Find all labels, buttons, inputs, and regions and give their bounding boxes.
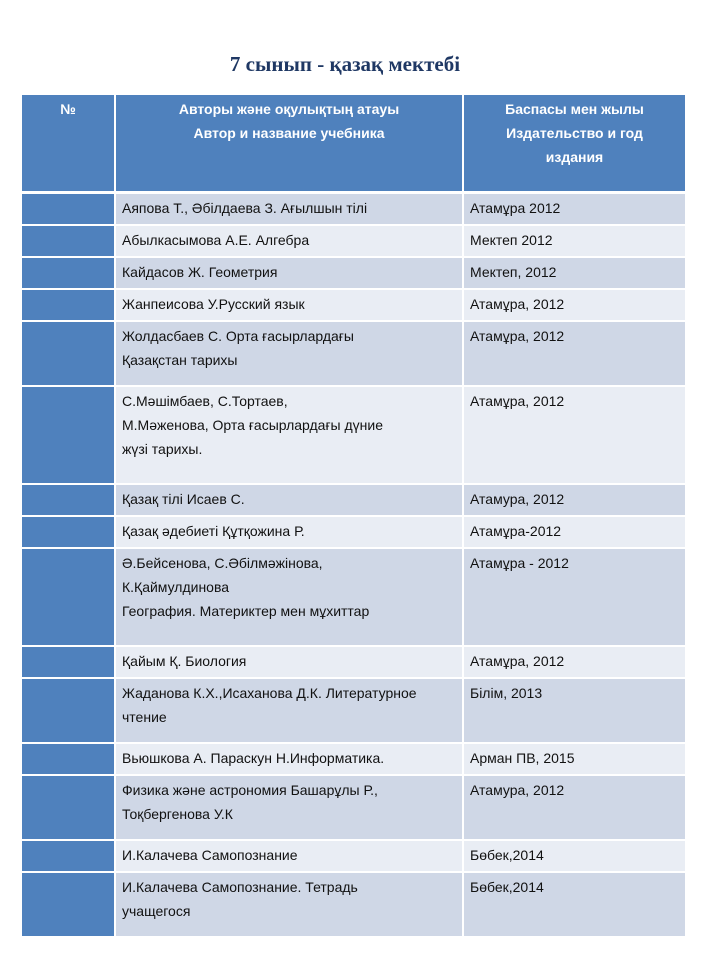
- publisher-year-cell: Атамұра 2012: [463, 193, 686, 225]
- header-number: №: [21, 94, 115, 193]
- row-number-cell: [21, 840, 115, 872]
- row-number-cell: [21, 678, 115, 743]
- header-author-line-kz: Авторы және оқулықтың атауы: [178, 101, 400, 117]
- author-title-cell: [115, 289, 463, 321]
- author-title-line: Аяпова Т., Әбілдаева З. Ағылшын тілі: [122, 200, 368, 216]
- author-title-line: Кайдасов Ж. Геометрия: [122, 263, 278, 280]
- author-title-cell: [115, 548, 463, 646]
- author-title-line: Абылкасымова А.Е. Алгебра: [122, 231, 310, 248]
- publisher-year-cell: Атамұра, 2012: [463, 321, 686, 386]
- publisher-year-cell: Атамұра-2012: [463, 516, 686, 548]
- table-row: [21, 193, 686, 225]
- page-title: 7 сынып - қазақ мектебі: [229, 52, 461, 76]
- author-title-cell: [115, 484, 463, 516]
- author-title-cell: [115, 678, 463, 743]
- table-row: [21, 289, 686, 321]
- row-number-cell: [21, 548, 115, 646]
- author-title-line: К.Қаймулдинова: [122, 578, 230, 595]
- author-title-line: Қазақстан тарихы: [122, 351, 238, 368]
- author-title-line: Қазақ әдебиеті Құтқожина Р.: [122, 522, 305, 539]
- author-title-line: учащегося: [122, 902, 191, 919]
- publisher-year-cell: Мектеп, 2012: [463, 257, 686, 289]
- author-title-line: И.Калачева Самопознание: [122, 846, 298, 863]
- row-number-cell: [21, 321, 115, 386]
- textbook-table: [20, 93, 687, 938]
- header-publisher-line-ru-2: издания: [545, 149, 604, 165]
- publisher-year-cell: Атамұра, 2012: [463, 646, 686, 678]
- author-title-cell: [115, 257, 463, 289]
- author-title-cell: [115, 840, 463, 872]
- author-title-line: Жаданова К.Х.,Исаханова Д.К. Литературное: [122, 684, 417, 701]
- row-number-cell: [21, 743, 115, 775]
- row-number-cell: [21, 386, 115, 484]
- author-title-line: География. Материктер мен мұхиттар: [122, 602, 370, 619]
- header-publisher-line-kz: Баспасы мен жылы: [505, 101, 644, 117]
- author-title-line: жүзі тарихы.: [122, 440, 203, 457]
- publisher-year-cell: Атамұра - 2012: [463, 548, 686, 646]
- row-number-cell: [21, 646, 115, 678]
- table-row: [21, 775, 686, 840]
- author-title-cell: [115, 646, 463, 678]
- publisher-year-cell: Атамура, 2012: [463, 484, 686, 516]
- author-title-line: Ә.Бейсенова, С.Әбілмәжінова,: [122, 554, 323, 571]
- table-row: [21, 678, 686, 743]
- author-title-line: М.Мәженова, Орта ғасырлардағы дүние: [122, 416, 384, 433]
- table-row: [21, 386, 686, 484]
- author-title-line: С.Мәшімбаев, С.Тортаев,: [122, 392, 288, 409]
- publisher-year-cell: Мектеп 2012: [463, 225, 686, 257]
- row-number-cell: [21, 193, 115, 225]
- table-row: [21, 225, 686, 257]
- author-title-cell: [115, 225, 463, 257]
- table-row: [21, 840, 686, 872]
- author-title-cell: [115, 386, 463, 484]
- table-row: [21, 257, 686, 289]
- author-title-line: Тоқбергенова У.К: [122, 805, 233, 822]
- author-title-line: Вьюшкова А. Параскун Н.Информатика.: [122, 749, 385, 766]
- publisher-year-cell: Арман ПВ, 2015: [463, 743, 686, 775]
- publisher-year-cell: Атамұра, 2012: [463, 289, 686, 321]
- row-number-cell: [21, 872, 115, 937]
- row-number-cell: [21, 516, 115, 548]
- table-row: [21, 516, 686, 548]
- publisher-year-cell: Атамұра, 2012: [463, 386, 686, 484]
- table-row: [21, 548, 686, 646]
- header-author-title: [115, 94, 463, 193]
- author-title-cell: [115, 743, 463, 775]
- author-title-line: Жанпеисова У.Русский язык: [122, 295, 305, 312]
- table-header-row: [21, 94, 686, 193]
- table-row: [21, 484, 686, 516]
- row-number-cell: [21, 225, 115, 257]
- header-publisher-line-ru: Издательство и год: [506, 125, 643, 141]
- author-title-cell: [115, 775, 463, 840]
- table-body: [21, 193, 686, 937]
- publisher-year-cell: Бөбек,2014: [463, 840, 686, 872]
- author-title-cell: [115, 516, 463, 548]
- table-row: [21, 321, 686, 386]
- row-number-cell: [21, 289, 115, 321]
- header-author-line-ru: Автор и название учебника: [193, 125, 385, 141]
- row-number-cell: [21, 484, 115, 516]
- author-title-line: чтение: [122, 708, 167, 725]
- author-title-cell: [115, 321, 463, 386]
- header-publisher-year: [463, 94, 686, 193]
- author-title-line: Физика және астрономия Башарұлы Р.,: [122, 781, 378, 798]
- author-title-cell: [115, 872, 463, 937]
- author-title-line: Жолдасбаев С. Орта ғасырлардағы: [122, 327, 354, 344]
- table-row: [21, 743, 686, 775]
- publisher-year-cell: Білім, 2013: [463, 678, 686, 743]
- publisher-year-cell: Бөбек,2014: [463, 872, 686, 937]
- author-title-cell: [115, 193, 463, 225]
- author-title-line: И.Калачева Самопознание. Тетрадь: [122, 878, 358, 895]
- row-number-cell: [21, 257, 115, 289]
- table-row: [21, 646, 686, 678]
- author-title-line: Қайым Қ. Биология: [122, 652, 247, 669]
- row-number-cell: [21, 775, 115, 840]
- publisher-year-cell: Атамура, 2012: [463, 775, 686, 840]
- table-row: [21, 872, 686, 937]
- author-title-line: Қазақ тілі Исаев С.: [122, 490, 245, 507]
